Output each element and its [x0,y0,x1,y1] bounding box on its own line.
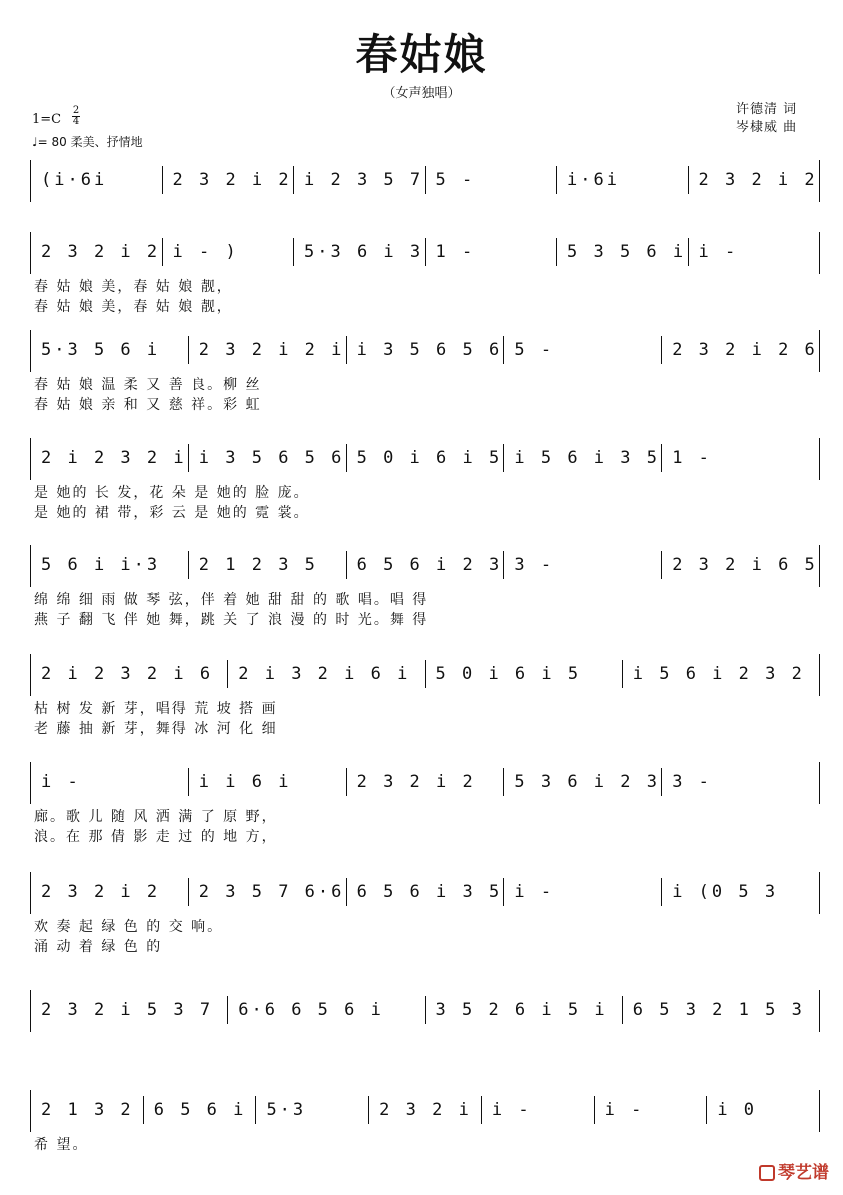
staff-line [30,1090,820,1132]
measure-group [31,664,819,688]
brand-icon [759,1165,775,1181]
measure: 2 3 2 i [369,1096,482,1124]
staff-line [30,762,820,804]
measure: 5·3 6 i 3 [294,238,426,266]
measure: i 3 5 6 5 6 [189,444,347,472]
score-row [30,872,820,955]
measure: i - [504,878,662,906]
measure: 2 3 2 i 2 [31,238,163,266]
lyric-line: 绵 绵 细 雨 做 琴 弦，伴 着 她 甜 甜 的 歌 唱。唱 得 [34,592,429,608]
lyric-line: 春 姑 娘 亲 和 又 慈 祥。彩 虹 [34,397,262,413]
tempo-marking: ♩= 80 柔美、抒情地 [32,135,143,149]
measure: 6 5 6 i 3 5 [347,878,505,906]
score-row [30,990,820,1032]
lyric-line: 希 望。 [34,1137,89,1153]
measure: 6 5 3 2 1 5 3 [632,1000,805,1020]
lyric-line: 浪。在 那 倩 影 走 过 的 地 方， [34,829,278,845]
score-row [30,654,820,737]
measure: 2 1 3 2 [31,1096,144,1124]
measure: 5·3 5 6 i [31,336,189,364]
measure: i - [698,242,739,262]
measure: 3 5 2 6 i 5 i [426,996,623,1024]
measure: 3 - [672,772,712,792]
measure: i - [595,1096,708,1124]
measure: 5 3 6 i 2 3 [504,768,662,796]
measure: 5 6 i i·3 [31,551,189,579]
score-row [30,438,820,521]
measure: (i·6i [31,166,163,194]
brand-logo [759,1158,829,1183]
staff-line [30,160,820,202]
measure: i 3 5 6 5 6 [347,336,505,364]
measure-group [31,448,819,472]
score-row [30,160,820,202]
measure-group [31,882,819,906]
measure: 5 - [504,336,662,364]
measure: 2 3 2 i 2 i [189,336,347,364]
measure: 2 3 2 i 2 [698,170,818,190]
song-title: 春姑娘 [355,30,488,79]
key-signature: 1=C [32,112,62,127]
lyric-line: 廊。歌 儿 随 风 洒 满 了 原 野， [34,809,278,825]
score-row [30,545,820,628]
time-signature-bottom: 4 [72,116,80,127]
measure: i - [482,1096,595,1124]
measure: 5 3 5 6 i [557,238,689,266]
measure: i·6i [557,166,689,194]
measure: 2 3 5 7 6·6 [189,878,347,906]
measure: i - [31,768,189,796]
staff-line [30,438,820,480]
measure: 6 5 6 i [144,1096,257,1124]
measure: 6·6 6 5 6 i [228,996,425,1024]
measure: 6 5 6 i 2 3 [347,551,505,579]
measure: 1 - [672,448,712,468]
staff-line [30,872,820,914]
measure-group [31,340,819,364]
time-signature-top: 2 [72,105,80,116]
staff-line [30,990,820,1032]
measure: 1 - [426,238,558,266]
score-row [30,1090,820,1153]
measure: 2 3 2 i 2 [347,768,505,796]
lyric-line: 老 藤 抽 新 芽，舞得 冰 河 化 细 [34,721,278,737]
measure: i 5 6 i 3 5 [504,444,662,472]
measure: 3 - [504,551,662,579]
measure: 5 0 i 6 i 5 [426,660,623,688]
lyric-line: 枯 树 发 新 芽，唱得 荒 坡 搭 画 [34,701,278,717]
measure-group [31,1100,819,1124]
measure-group [31,170,819,194]
lyric-line: 春 姑 娘 温 柔 又 善 良。柳 丝 [34,377,262,393]
song-subtitle: （女声独唱） [382,86,461,101]
measure: i 0 [717,1100,758,1120]
brand-name: 琴艺谱 [778,1163,829,1183]
lyric-line: 欢 奏 起 绿 色 的 交 响。 [34,919,224,935]
measure: 2 3 2 i 2 [31,878,189,906]
lyric-line: 燕 子 翻 飞 伴 她 舞，跳 关 了 浪 漫 的 时 光。舞 得 [34,612,429,628]
measure: i i 6 i [189,768,347,796]
measure-group [31,772,819,796]
staff-line [30,654,820,696]
lyricist-credit: 许德清 词 [736,102,798,117]
measure: 2 i 2 3 2 i 6 [31,660,228,688]
measure: 2 3 2 i 6 5 [672,555,818,575]
lyric-line: 是 她的 长 发，花 朵 是 她的 脸 庞。 [34,485,310,501]
score-row [30,330,820,413]
measure: 2 i 3 2 i 6 i [228,660,425,688]
lyric-line: 涌 动 着 绿 色 的 [34,939,163,955]
score-row [30,762,820,845]
lyric-line: 春 姑 娘 美，春 姑 娘 靓， [34,279,233,295]
measure: i 5 6 i 2 3 2 [632,664,805,684]
time-signature [72,106,80,127]
measure: 5 0 i 6 i 5 [347,444,505,472]
staff-line [30,330,820,372]
measure: 5 - [426,166,558,194]
measure: 2 1 2 3 5 [189,551,347,579]
composer-credit: 岑棣威 曲 [736,120,798,135]
score-row [30,232,820,315]
lyric-line: 是 她的 裙 带，彩 云 是 她的 霓 裳。 [34,505,310,521]
measure: i (0 5 3 [672,882,779,902]
measure: 5·3 [256,1096,369,1124]
measure: i - ) [163,238,295,266]
measure: i 2 3 5 7 [294,166,426,194]
staff-line [30,545,820,587]
measure-group [31,242,819,266]
measure: 2 i 2 3 2 i [31,444,189,472]
measure: 2 3 2 i 2 6 [672,340,818,360]
measure: 2 3 2 i 2 [163,166,295,194]
measure: 2 3 2 i 5 3 7 [31,996,228,1024]
measure-group [31,1000,819,1024]
measure-group [31,555,819,579]
lyric-line: 春 姑 娘 美，春 姑 娘 靓， [34,299,233,315]
staff-line [30,232,820,274]
